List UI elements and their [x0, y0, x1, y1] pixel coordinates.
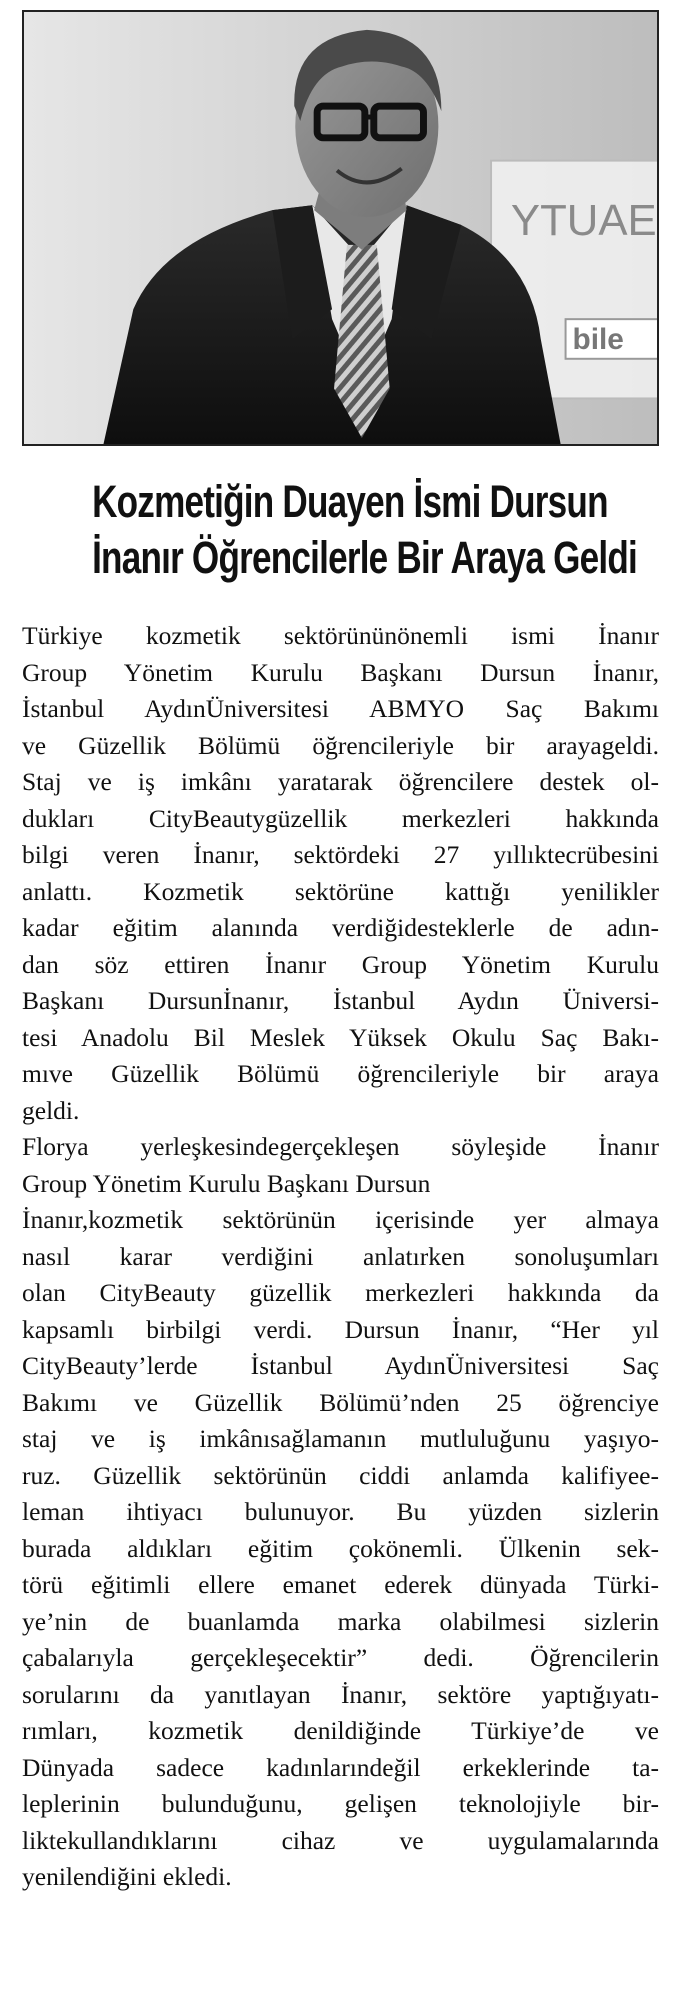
portrait-illustration [24, 12, 657, 444]
body-line: nasıl karar verdiğini anlatırken sonoluşumları [22, 1241, 659, 1271]
body-line: mıve Güzellik Bölümü öğrencileriyle bir araya [22, 1059, 659, 1088]
body-line: İstanbul AydınÜniversitesi ABMYO Saç Bakımı [22, 694, 659, 723]
body-line: Group Yönetim Kurulu Başkanı Dursun [22, 1168, 431, 1198]
body-line: staj ve iş imkânısağlamanın mutluluğunu yaşıyo- [22, 1424, 659, 1453]
body-line: Florya yerleşkesindegerçekleşen söyleşide İnanır [22, 1132, 659, 1161]
body-line: yenilendiğini ekledi. [22, 1862, 232, 1891]
body-line: ve Güzellik Bölümü öğrencileriyle bir arayageldi. [22, 730, 659, 760]
body-line: Staj ve iş imkânı yaratarak öğrencilere destek ol- [22, 767, 659, 796]
headline-line-2: İnanır Öğrencilerle Bir Araya Geldi [92, 532, 637, 583]
body-line: leman ihtiyacı bulunuyor. Bu yüzden sizlerin [22, 1497, 659, 1526]
headline-line-1: Kozmetiğin Duayen İsmi Dursun [92, 476, 608, 527]
body-line: bilgi veren İnanır, sektördeki 27 yıllıktecrübesini [22, 840, 659, 869]
body-line: geldi. [22, 1095, 80, 1125]
body-line: liktekullandıklarını cihaz ve uygulamalarında [22, 1825, 659, 1855]
body-line: dukları CityBeautygüzellik merkezleri hakkında [22, 803, 659, 833]
body-line: kapsamlı birbilgi verdi. Dursun İnanır, “Her yıl [22, 1314, 659, 1344]
body-line: tesi Anadolu Bil Meslek Yüksek Okulu Saç Bakı- [22, 1022, 659, 1052]
body-line: Bakımı ve Güzellik Bölümü’nden 25 öğrenciye [22, 1387, 659, 1417]
body-line: anlattı. Kozmetik sektörüne kattığı yenilikler [22, 876, 659, 906]
sign-text-upper: YTUAE [510, 195, 657, 245]
body-line: ye’nin de buanlamda marka olabilmesi sizlerin [22, 1606, 659, 1636]
body-line: sorularını da yanıtlayan İnanır, sektöre yaptığıyatı- [22, 1679, 659, 1709]
sign-text-lower: bile [572, 322, 624, 356]
body-line: burada aldıkları eğitim çokönemli. Ülkenin sek- [22, 1533, 659, 1563]
body-line: İnanır,kozmetik sektörünün içerisinde yer almaya [22, 1205, 659, 1234]
body-line: CityBeauty’lerde İstanbul AydınÜniversitesi Saç [22, 1351, 659, 1380]
body-line: kadar eğitim alanında verdiğidesteklerle de adın- [22, 913, 659, 942]
body-line: olan CityBeauty güzellik merkezleri hakkında da [22, 1278, 659, 1307]
article-body [22, 618, 659, 1896]
body-line: Başkanı Dursunİnanır, İstanbul Aydın Üniversi- [22, 986, 659, 1015]
body-line: ruz. Güzellik sektörünün ciddi anlamda kalifiyee- [22, 1460, 659, 1490]
body-line: leplerinin bulunduğunu, gelişen teknolojiyle bir- [22, 1789, 659, 1818]
portrait-photo [22, 10, 659, 446]
body-line: dan söz ettiren İnanır Group Yönetim Kurulu [22, 949, 659, 979]
body-line: Group Yönetim Kurulu Başkanı Dursun İnanır, [22, 657, 659, 687]
body-line: törü eğitimli ellere emanet ederek dünyada Türki- [22, 1570, 659, 1599]
body-line: Türkiye kozmetik sektörününönemli ismi İnanır [22, 621, 659, 650]
body-line: çabalarıyla gerçekleşecektir” dedi. Öğrencilerin [22, 1643, 659, 1672]
body-line: Dünyada sadece kadınlarındeğil erkeklerinde ta- [22, 1752, 659, 1782]
body-line: rımları, kozmetik denildiğinde Türkiye’de ve [22, 1716, 659, 1745]
article-headline [92, 474, 637, 586]
